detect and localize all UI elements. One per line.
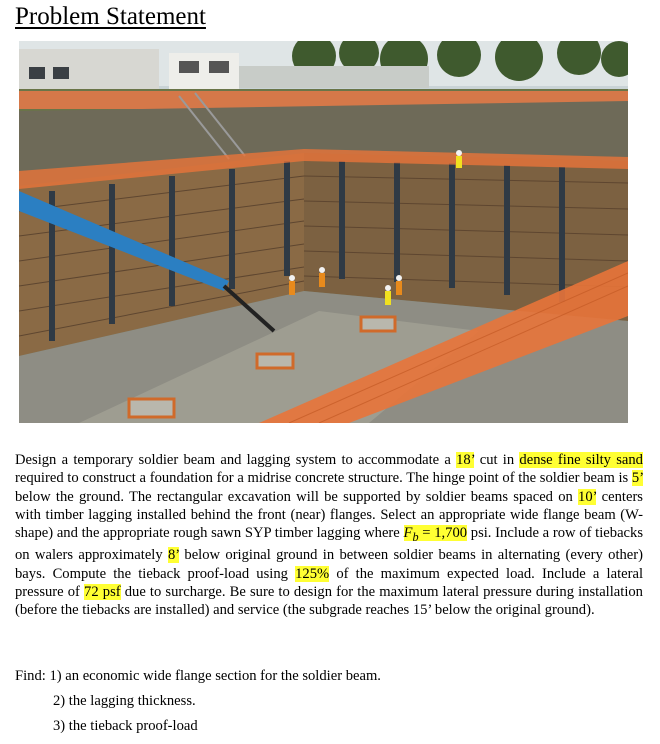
highlight-surcharge: 72 psf: [84, 583, 121, 600]
excavation-photo: [19, 41, 628, 423]
problem-paragraph: Design a temporary soldier beam and lagging system to accommodate a 18’ cut in dense fine silty sand required to construct a foundation for a midrise concrete structure. The hinge point of the soldier beam is 5’ below the ground. The rectangular excavation will be supported by soldier beams spaced on 10’ centers with timber lagging installed behind the front (near) flanges. Select an appropriate wide flange beam (W-shape) and the appropriate rough sawn SYP timber lagging where $F_b = 1,700$ psi. Include a row of tiebacks on walers approximately 8’ below original ground in between soldier beams in alternating (every other) bays. Compute the tieback proof-load using 125% of the maximum expected load. Include a lateral pressure of 72 psf due to surcharge. Be sure to design for the maximum lateral pressure during installation (before the tiebacks are installed) and service (the subgrade reaches 15’ below the original ground).: [15, 452, 643, 619]
find-line-1: Find: 1) an economic wide flange section for the soldier beam.: [15, 668, 381, 684]
highlight-beam-spacing: 10’: [578, 488, 597, 505]
highlight-soil-type: dense fine silty sand: [519, 452, 643, 468]
highlight-hinge-depth: 5’: [631, 470, 643, 487]
find-line-3: 3) the tieback proof-load: [53, 718, 198, 734]
highlight-fb-value: $F_b = 1,700$: [403, 525, 468, 545]
highlight-proof-percent: 125%: [295, 565, 330, 582]
excavation-photo-icon: [19, 41, 628, 423]
highlight-tieback-depth: 8’: [167, 547, 180, 564]
page-title: Problem Statement: [15, 3, 206, 30]
find-line-2: 2) the lagging thickness.: [53, 693, 196, 709]
highlight-cut-depth: 18’: [456, 452, 475, 468]
